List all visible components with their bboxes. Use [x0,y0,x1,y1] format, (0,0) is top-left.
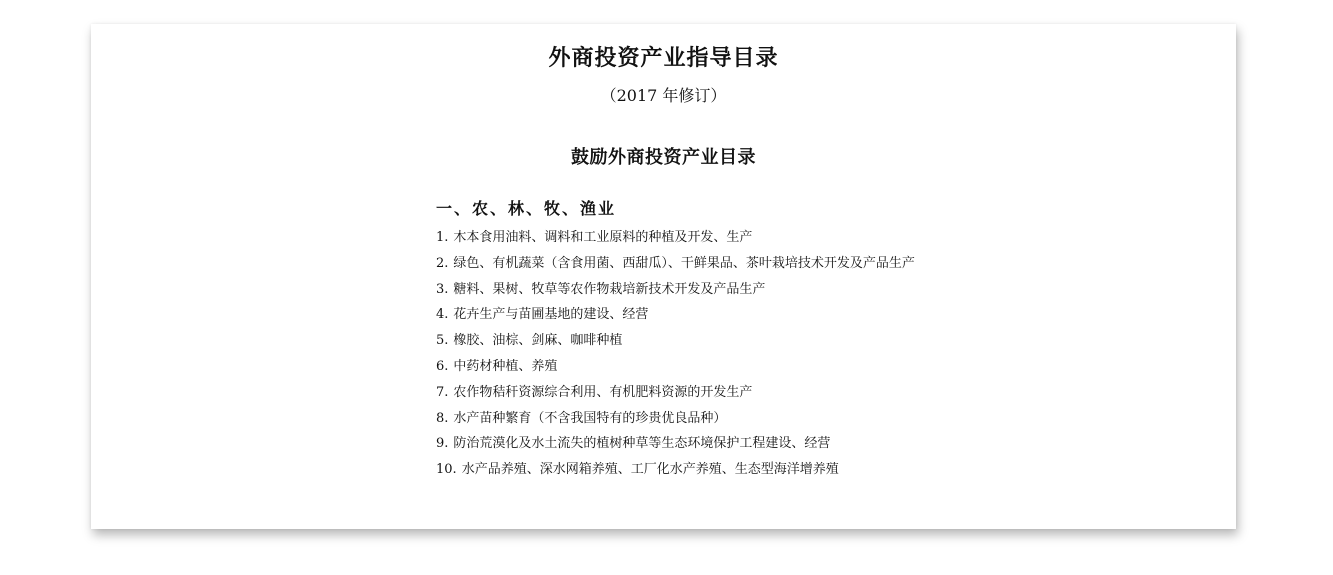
item-number: 5. [436,333,449,349]
item-text: 中药材种植、养殖 [453,358,558,374]
item-text: 花卉生产与苗圃基地的建设、经营 [453,307,649,323]
list-item [411,406,931,432]
list-item [411,277,931,303]
document-page [91,24,1236,529]
item-text: 水产苗种繁育（不含我国特有的珍贵优良品种） [453,410,727,426]
catalog-heading: 鼓励外商投资产业目录 [571,147,756,168]
list-item [411,302,931,328]
document-subtitle: （2017 年修订） [600,86,727,105]
item-number: 4. [436,307,449,323]
list-item [411,328,931,354]
item-text: 糖料、果树、牧草等农作物栽培新技术开发及产品生产 [453,281,766,297]
item-text: 农作物秸秆资源综合利用、有机肥料资源的开发生产 [453,384,753,400]
list-item [411,380,931,406]
item-number: 9. [436,436,449,452]
item-number: 10. [436,462,457,478]
section-title: 一、农、林、牧、渔业 [436,199,617,218]
list-item [411,457,931,483]
list-item [411,251,931,277]
list-item [411,431,931,457]
list-item [411,225,931,251]
list-item [411,354,931,380]
item-number: 3. [436,281,449,297]
catalog-list [411,225,931,483]
item-number: 8. [436,410,449,426]
item-number: 6. [436,358,449,374]
item-text: 水产品养殖、深水网箱养殖、工厂化水产养殖、生态型海洋增养殖 [461,462,839,478]
document-title: 外商投资产业指导目录 [548,45,779,71]
item-number: 7. [436,384,449,400]
item-text: 橡胶、油棕、剑麻、咖啡种植 [453,333,623,349]
item-text: 木本食用油料、调料和工业原料的种植及开发、生产 [453,230,753,245]
item-number: 2. [436,255,449,271]
item-text: 防治荒漠化及水土流失的植树种草等生态环境保护工程建设、经营 [453,436,831,452]
item-text: 绿色、有机蔬菜（含食用菌、西甜瓜）、干鲜果品、茶叶栽培技术开发及产品生产 [453,255,915,271]
item-number: 1. [436,230,449,245]
